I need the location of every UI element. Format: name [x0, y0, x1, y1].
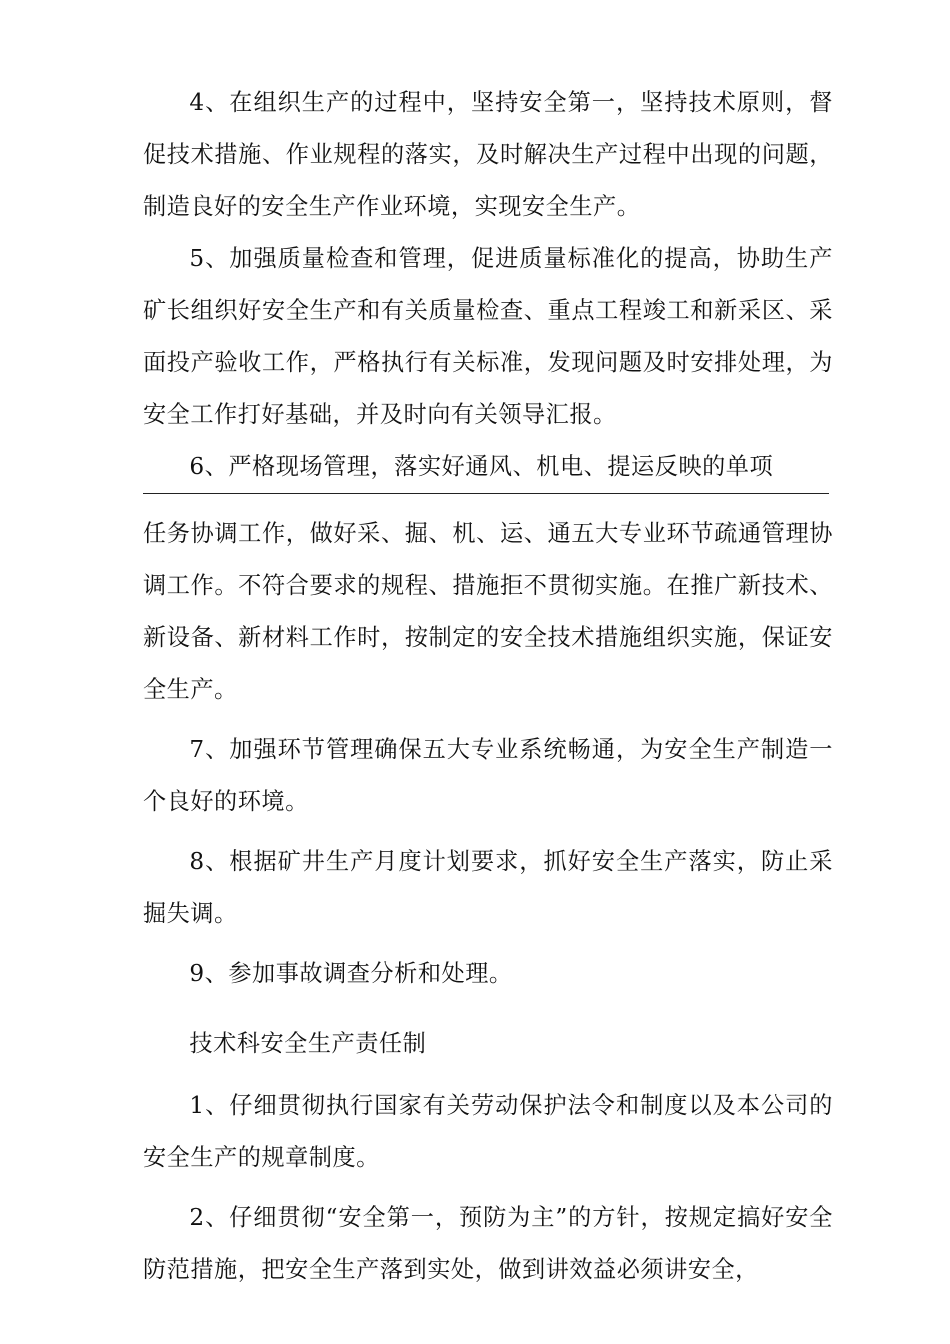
page-divider: [143, 493, 829, 494]
paragraph-item-8: 8、根据矿井生产月度计划要求，抓好安全生产落实，防止采掘失调。: [143, 848, 833, 927]
paragraph-tech-2: 2、仔细贯彻“安全第一，预防为主”的方针，按规定搞好安全防范措施，把安全生产落到实处，做到讲效益必须讲安全，: [143, 1204, 833, 1283]
paragraph-item-7: 7、加强环节管理确保五大专业系统畅通，为安全生产制造一个良好的环境。: [143, 736, 833, 815]
paragraph-item-6-start: 6、严格现场管理，落实好通风、机电、提运反映的单项: [189, 453, 774, 480]
paragraph-item-5: 5、加强质量检查和管理，促进质量标准化的提高，协助生产矿长组织好安全生产和有关质量检查、重点工程竣工和新采区、采面投产验收工作，严格执行有关标准，发现问题及时安排处理，为安全工作打好基础，并及时向有关领导汇报。: [143, 245, 833, 428]
paragraph-tech-1: 1、仔细贯彻执行国家有关劳动保护法令和制度以及本公司的安全生产的规章制度。: [143, 1092, 833, 1171]
paragraph-item-6-continuation: 任务协调工作，做好采、掘、机、运、通五大专业环节疏通管理协调工作。不符合要求的规程、措施拒不贯彻实施。在推广新技术、新设备、新材料工作时，按制定的安全技术措施组织实施，保证安全生产。: [143, 520, 833, 703]
section-heading: 技术科安全生产责任制: [189, 1030, 427, 1057]
section-bottom: [143, 508, 833, 1296]
paragraph-item-9: 9、参加事故调查分析和处理。: [189, 960, 513, 987]
section-top: [143, 77, 833, 493]
paragraph-item-4: 4、在组织生产的过程中，坚持安全第一，坚持技术原则，督促技术措施、作业规程的落实，及时解决生产过程中出现的问题，制造良好的安全生产作业环境，实现安全生产。: [143, 89, 833, 220]
